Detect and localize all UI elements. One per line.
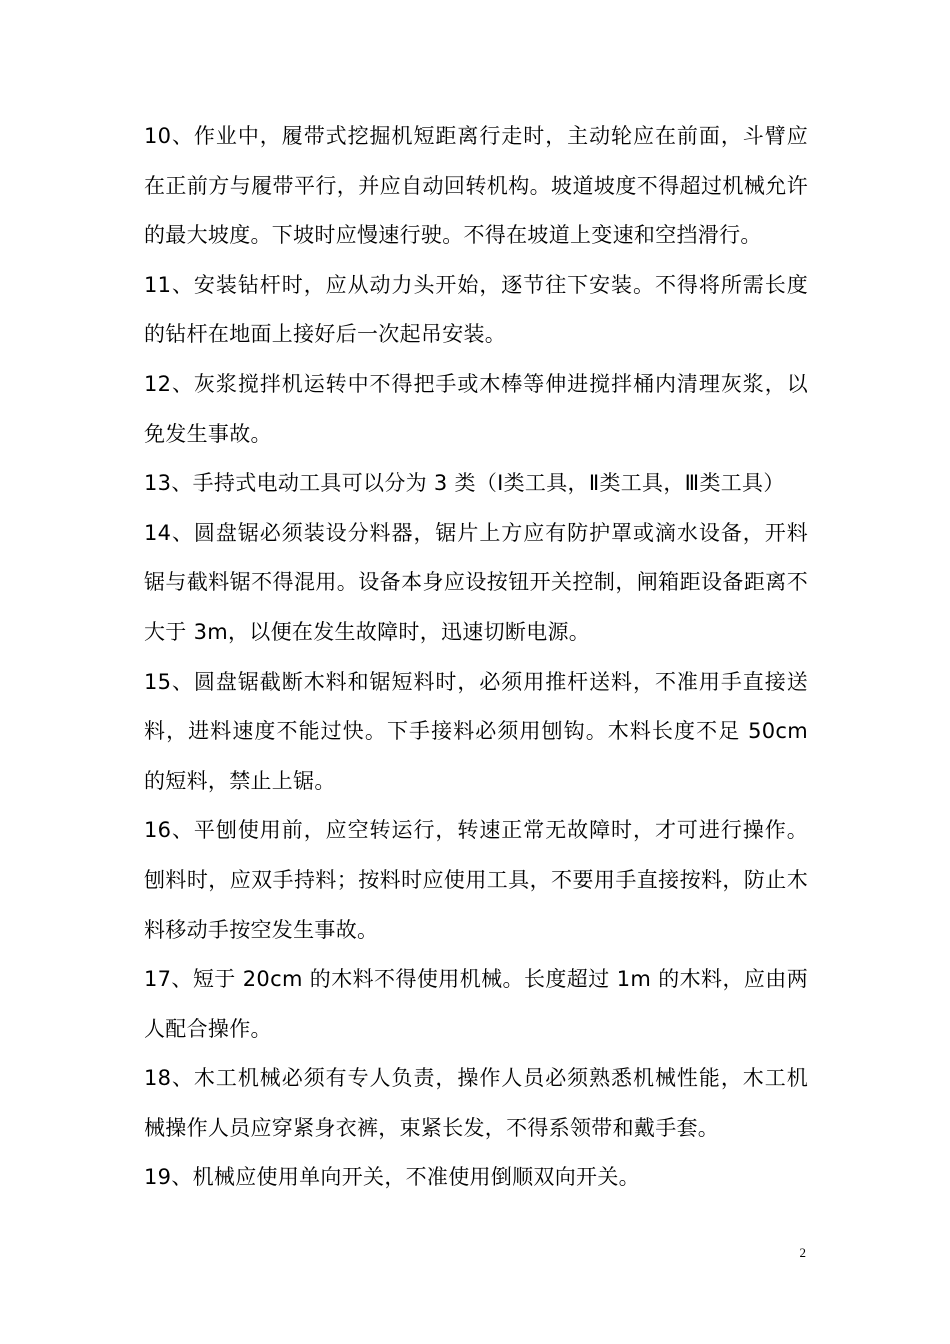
document-body bbox=[144, 112, 808, 1203]
paragraph-item-13: 13、手持式电动工具可以分为 3 类（Ⅰ类工具，Ⅱ类工具，Ⅲ类工具） bbox=[144, 471, 785, 496]
paragraph-item-11: 11、安装钻杆时，应从动力头开始，逐节往下安装。不得将所需长度的钻杆在地面上接好后一次起吊安装。 bbox=[144, 272, 808, 347]
paragraph-item-10: 10、作业中，履带式挖掘机短距离行走时，主动轮应在前面，斗臂应在正前方与履带平行，并应自动回转机构。坡道坡度不得超过机械允许的最大坡度。下坡时应慢速行驶。不得在坡道上变速和空挡滑行。 bbox=[144, 124, 808, 248]
paragraph-item-18: 18、木工机械必须有专人负责，操作人员必须熟悉机械性能，木工机械操作人员应穿紧身衣裤，束紧长发，不得系领带和戴手套。 bbox=[144, 1066, 808, 1140]
paragraph-item-17: 17、短于 20cm 的木料不得使用机械。长度超过 1m 的木料，应由两人配合操作。 bbox=[144, 967, 808, 1041]
paragraph-item-19: 19、机械应使用单向开关，不准使用倒顺双向开关。 bbox=[144, 1165, 640, 1190]
paragraph-item-12: 12、灰浆搅拌机运转中不得把手或木棒等伸进搅拌桶内清理灰浆，以免发生事故。 bbox=[144, 371, 808, 446]
paragraph-item-15: 15、圆盘锯截断木料和锯短料时，必须用推杆送料，不准用手直接送料，进料速度不能过快。下手接料必须用刨钩。木料长度不足 50cm 的短料，禁止上锯。 bbox=[144, 669, 808, 793]
page-number: 2 bbox=[799, 1245, 806, 1260]
paragraph-item-14: 14、圆盘锯必须装设分料器，锯片上方应有防护罩或滴水设备，开料锯与截料锯不得混用。设备本身应设按钮开关控制，闸箱距设备距离不大于 3m，以便在发生故障时，迅速切断电源。 bbox=[144, 520, 808, 644]
paragraph-item-16: 16、平刨使用前，应空转运行，转速正常无故障时，才可进行操作。刨料时，应双手持料；按料时应使用工具，不要用手直接按料，防止木料移动手按空发生事故。 bbox=[144, 818, 808, 942]
